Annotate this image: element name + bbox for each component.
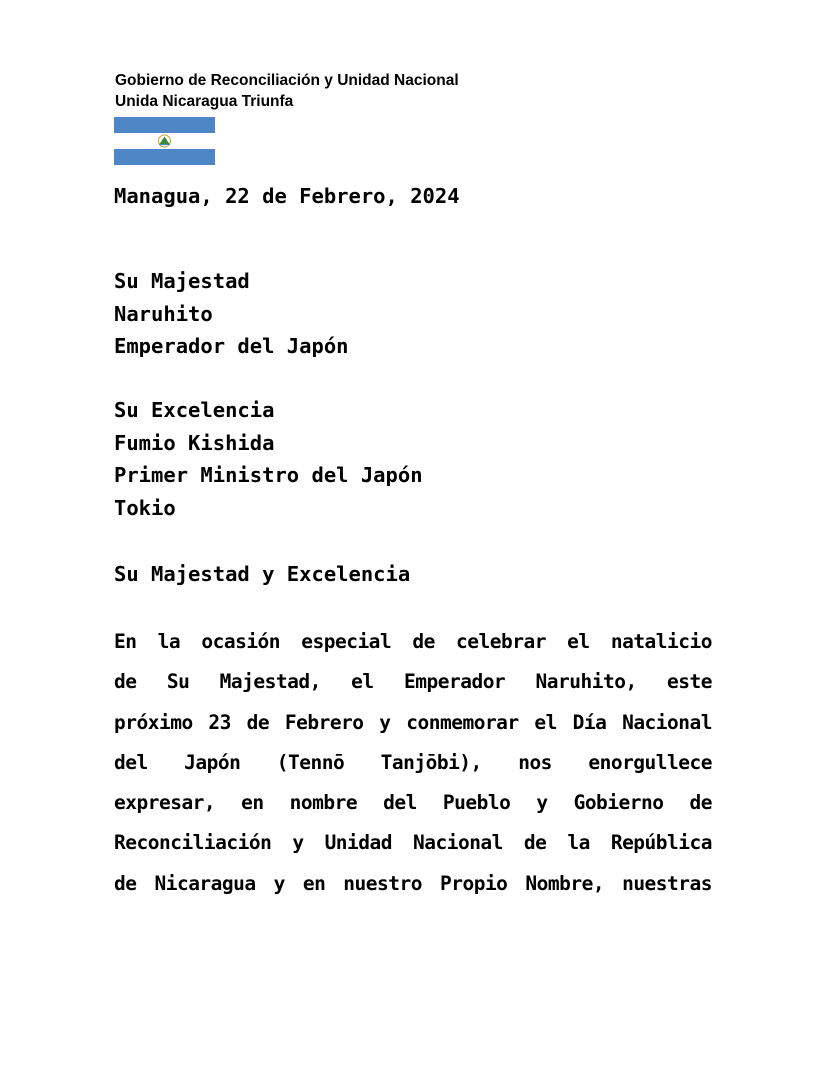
body-line: de Nicaragua y en nuestro Propio Nombre, nuestras	[114, 871, 712, 895]
body-line: En la ocasión especial de celebrar el natalicio	[114, 630, 712, 653]
addressee-position: Primer Ministro del Japón	[114, 463, 423, 487]
body-line: Reconciliación y Unidad Nacional de la República	[114, 831, 712, 855]
addressee-name: Fumio Kishida	[114, 430, 275, 455]
addressee-position: Emperador del Japón	[114, 334, 349, 358]
body-line: del Japón (Tennō Tanjōbi), nos enorgullece	[114, 750, 712, 774]
letter-body	[114, 622, 712, 904]
addressee-prime-minister	[114, 394, 423, 524]
nicaragua-flag-icon	[114, 117, 215, 165]
addressee-emperor	[114, 265, 349, 363]
addressee-name: Naruhito	[114, 301, 213, 326]
addressee-title: Su Majestad	[114, 269, 250, 293]
letterhead	[115, 70, 459, 112]
body-line: expresar, en nombre del Pueblo y Gobierno de	[114, 791, 712, 815]
addressee-city: Tokio	[114, 495, 176, 520]
letter-date: Managua, 22 de Febrero, 2024	[114, 184, 460, 208]
body-line: próximo 23 de Febrero y conmemorar el Día Nacional	[114, 710, 712, 734]
body-line: de Su Majestad, el Emperador Naruhito, este	[114, 670, 712, 694]
letterhead-government-name: Gobierno de Reconciliación y Unidad Nacional	[115, 72, 459, 89]
salutation: Su Majestad y Excelencia	[114, 562, 411, 586]
addressee-title: Su Excelencia	[114, 398, 275, 422]
letterhead-slogan: Unida Nicaragua Triunfa	[115, 93, 294, 110]
